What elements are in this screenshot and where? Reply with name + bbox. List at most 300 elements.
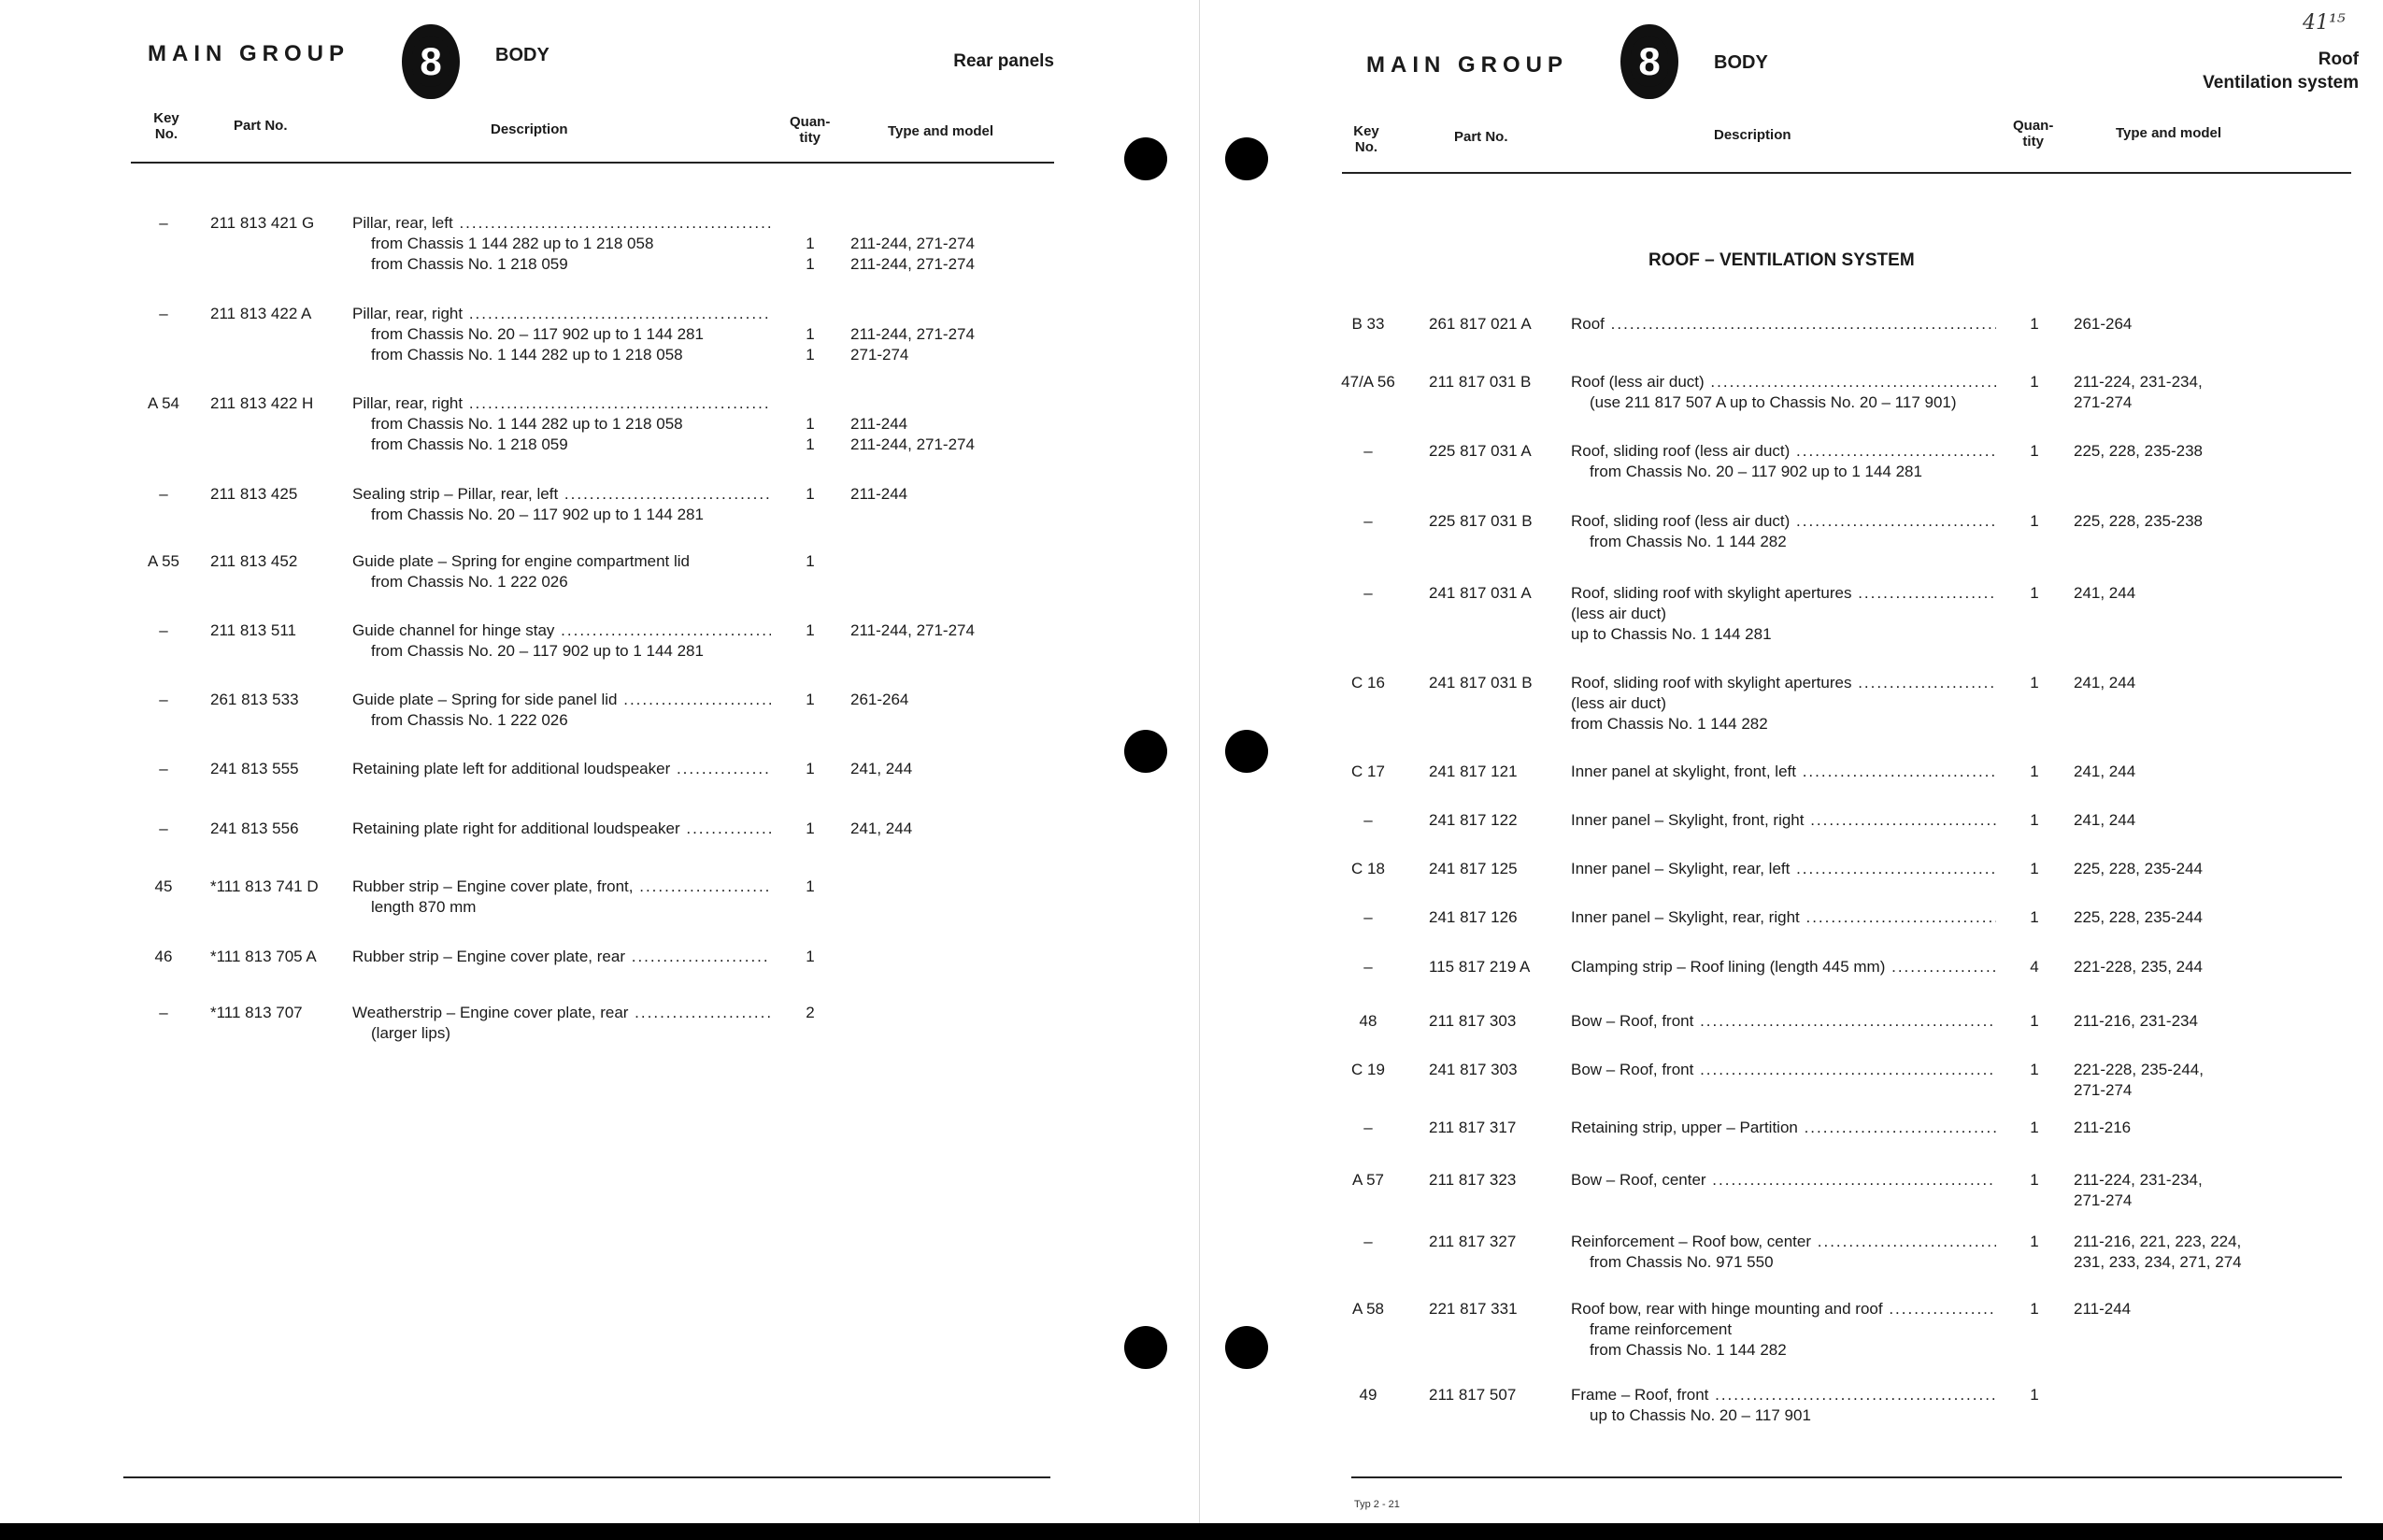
description-line: from Chassis No. 1 144 282 up to 1 218 058: [371, 415, 683, 433]
page-title: [2041, 48, 2359, 94]
quantity-value: 1: [2030, 1386, 2039, 1404]
punch-hole: [1225, 730, 1268, 773]
description-line: Roof bow, rear with hinge mounting and roof .....: [1571, 1299, 1996, 1319]
key-number: –: [159, 691, 168, 708]
description: [1571, 372, 1996, 413]
type-model-value: 225, 228, 235-238: [2074, 442, 2204, 460]
key-number: A 58: [1351, 1300, 1385, 1318]
quantity: [2020, 314, 2048, 335]
type-and-model: [850, 304, 975, 365]
footer-rule: [123, 1476, 1050, 1478]
type-and-model: [850, 484, 907, 505]
type-model-value: 211-244: [850, 485, 908, 503]
part-number: *111 813 741 D: [210, 877, 319, 895]
description-line: Roof, sliding roof (less air duct) .....: [1571, 511, 1996, 532]
type-and-model: [850, 819, 912, 839]
part-number: 241 817 303: [1429, 1061, 1518, 1078]
description: [1571, 1011, 1996, 1032]
quantity-value: 1: [2030, 763, 2039, 780]
description-line: frame reinforcement: [1590, 1320, 1733, 1338]
type-and-model: [2074, 1170, 2203, 1211]
column-header-type-model: Type and model: [2116, 125, 2222, 141]
type-model-value: 271-274: [2074, 1081, 2133, 1099]
quantity-value: 1: [2030, 811, 2039, 829]
key-number: C 17: [1351, 763, 1385, 780]
quantity-value: 4: [2030, 958, 2039, 976]
quantity: [2020, 372, 2048, 392]
quantity: [796, 1003, 824, 1023]
description-line: (less air duct): [1571, 694, 1667, 712]
type-model-value: 211-216, 231-234: [2074, 1012, 2198, 1030]
header-rule: [1342, 172, 2351, 174]
key-number: A 57: [1351, 1171, 1385, 1189]
part-number: 211 817 327: [1429, 1233, 1517, 1250]
punch-hole: [1225, 137, 1268, 180]
quantity: [796, 393, 824, 455]
part-number: 211 817 317: [1429, 1119, 1517, 1136]
quantity-value: 1: [806, 255, 815, 273]
quantity: [2020, 1232, 2048, 1252]
part-number: 221 817 331: [1429, 1300, 1518, 1318]
key-number: –: [159, 760, 168, 777]
description-line: from Chassis No. 1 144 282: [1571, 715, 1768, 733]
quantity: [2020, 1011, 2048, 1032]
type-and-model: [850, 759, 912, 779]
key-number: –: [1363, 512, 1373, 530]
column-header-key: Key No.: [153, 110, 179, 142]
type-model-value: 271-274: [850, 346, 909, 364]
group-number-badge: [402, 24, 460, 99]
key-number: 46: [154, 948, 173, 965]
type-and-model: [2074, 1011, 2198, 1032]
type-and-model: [2074, 583, 2135, 604]
type-and-model: [2074, 762, 2135, 782]
key-number: –: [159, 214, 168, 232]
part-number: *111 813 707: [210, 1004, 303, 1021]
type-and-model: [2074, 441, 2203, 462]
header-rule: [131, 162, 1054, 164]
part-number: 225 817 031 A: [1429, 442, 1532, 460]
type-model-value: 261-264: [850, 691, 909, 708]
part-number: *111 813 705 A: [210, 948, 317, 965]
description-line: length 870 mm: [371, 898, 477, 916]
description: [352, 819, 771, 839]
description-line: from Chassis No. 20 – 117 902 up to 1 144 281: [1590, 463, 1922, 480]
column-header-description: Description: [1714, 127, 1791, 143]
column-header-key: Key No.: [1353, 123, 1379, 155]
description: [352, 690, 771, 731]
description-line: from Chassis No. 20 – 117 902 up to 1 144 281: [371, 325, 704, 343]
description-line: up to Chassis No. 20 – 117 901: [1590, 1406, 1811, 1424]
type-model-value: 211-244: [850, 415, 908, 433]
quantity-value: 1: [806, 552, 815, 570]
type-model-value: [850, 393, 975, 414]
type-model-value: 211-244, 271-274: [850, 621, 975, 639]
type-model-value: 241, 244: [2074, 584, 2136, 602]
description: [1571, 1232, 1996, 1273]
type-and-model: [2074, 1118, 2131, 1138]
punch-hole: [1225, 1326, 1268, 1369]
description-line: Rubber strip – Engine cover plate, rear .....: [352, 947, 771, 967]
quantity-value: 1: [806, 235, 815, 252]
quantity-value: 1: [2030, 1119, 2039, 1136]
type-model-value: 261-264: [2074, 315, 2133, 333]
key-number: –: [1363, 958, 1373, 976]
part-number: 241 817 031 B: [1429, 674, 1533, 692]
description-line: Frame – Roof, front .....: [1571, 1385, 1996, 1405]
quantity-value: 1: [2030, 442, 2039, 460]
type-model-value: 241, 244: [850, 820, 913, 837]
main-group-label: MAIN GROUP: [148, 41, 350, 66]
description-line: from Chassis No. 1 144 282: [1590, 1341, 1787, 1359]
footer-rule: [1351, 1476, 2342, 1478]
part-number: 211 813 422 H: [210, 394, 314, 412]
quantity-value: 1: [2030, 584, 2039, 602]
description-line: (larger lips): [371, 1024, 451, 1042]
part-number: 211 813 421 G: [210, 214, 315, 232]
description-line: Inner panel at skylight, front, left .....: [1571, 762, 1996, 782]
key-number: –: [1363, 584, 1373, 602]
column-header-quantity: Quan- tity: [2013, 118, 2054, 150]
description: [352, 304, 771, 365]
scan-bottom-edge: [0, 1523, 2383, 1540]
quantity: [2020, 1385, 2048, 1405]
group-number-badge: [1620, 24, 1678, 99]
quantity: [796, 877, 824, 897]
quantity: [796, 759, 824, 779]
quantity: [2020, 511, 2048, 532]
type-model-value: 225, 228, 235-244: [2074, 908, 2204, 926]
description: [352, 484, 771, 525]
description-line: Rubber strip – Engine cover plate, front, .....: [352, 877, 771, 897]
type-and-model: [2074, 314, 2132, 335]
key-number: 48: [1359, 1012, 1377, 1030]
quantity-value: 1: [2030, 674, 2039, 692]
column-header-part: Part No.: [234, 118, 288, 134]
quantity-value: [796, 304, 824, 324]
description-line: from Chassis No. 1 218 059: [371, 255, 568, 273]
quantity-value: 1: [806, 415, 815, 433]
description: [1571, 511, 1996, 552]
main-group-label: MAIN GROUP: [1366, 52, 1568, 78]
description-line: from Chassis No. 20 – 117 902 up to 1 144 281: [371, 506, 704, 523]
part-number: 241 813 555: [210, 760, 299, 777]
key-number: 45: [154, 877, 173, 895]
type-and-model: [850, 213, 975, 275]
description: [352, 393, 771, 455]
part-number: 115 817 219 A: [1429, 958, 1531, 976]
description-line: Weatherstrip – Engine cover plate, rear .....: [352, 1003, 771, 1023]
type-model-value: 271-274: [2074, 393, 2133, 411]
part-number: 211 813 452: [210, 552, 298, 570]
quantity-value: [796, 213, 824, 234]
type-model-value: 225, 228, 235-238: [2074, 512, 2204, 530]
quantity-value: 1: [2030, 1171, 2039, 1189]
quantity: [2020, 762, 2048, 782]
quantity-value: 1: [806, 485, 815, 503]
quantity-value: 1: [2030, 860, 2039, 877]
quantity-value: 1: [806, 760, 815, 777]
key-number: –: [159, 621, 168, 639]
description-line: Inner panel – Skylight, front, right .....: [1571, 810, 1996, 831]
description-line: Bow – Roof, center .....: [1571, 1170, 1996, 1191]
right-page: [1199, 0, 2383, 1523]
description: [352, 877, 771, 918]
type-and-model: [2074, 1060, 2204, 1101]
quantity: [2020, 583, 2048, 604]
part-number: 211 813 422 A: [210, 305, 312, 322]
key-number: C 16: [1351, 674, 1385, 692]
description: [1571, 810, 1996, 831]
key-number: C 18: [1351, 860, 1385, 877]
type-and-model: [2074, 907, 2203, 928]
quantity: [2020, 1060, 2048, 1080]
group-number: 8: [1631, 36, 1668, 87]
part-number: 261 813 533: [210, 691, 299, 708]
description: [1571, 1299, 1996, 1361]
type-and-model: [850, 393, 975, 455]
description-line: Roof .....: [1571, 314, 1996, 335]
type-model-value: 211-216: [2074, 1119, 2132, 1136]
quantity: [796, 551, 824, 572]
type-and-model: [850, 690, 908, 710]
description-line: Roof, sliding roof (less air duct) .....: [1571, 441, 1996, 462]
description: [352, 947, 771, 967]
type-model-value: 211-224, 231-234,: [2074, 373, 2203, 391]
description-line: Roof (less air duct) .....: [1571, 372, 1996, 392]
quantity-value: 1: [2030, 908, 2039, 926]
quantity: [796, 304, 824, 365]
quantity-value: 1: [2030, 1300, 2039, 1318]
quantity: [796, 484, 824, 505]
quantity-value: 1: [806, 435, 815, 453]
quantity-value: 1: [2030, 1061, 2039, 1078]
key-number: –: [159, 485, 168, 503]
type-and-model: [2074, 372, 2203, 413]
description: [1571, 1170, 1996, 1191]
part-number: 211 817 303: [1429, 1012, 1517, 1030]
quantity-value: 1: [806, 820, 815, 837]
quantity: [796, 620, 824, 641]
type-model-value: 211-224, 231-234,: [2074, 1171, 2203, 1189]
section-name: BODY: [1714, 52, 1768, 73]
description-line: Clamping strip – Roof lining (length 445 mm) .....: [1571, 957, 1996, 977]
quantity: [2020, 810, 2048, 831]
part-number: 241 817 126: [1429, 908, 1518, 926]
punch-hole: [1124, 137, 1167, 180]
key-number: C 19: [1351, 1061, 1385, 1078]
description-line: Retaining plate left for additional loudspeaker .....: [352, 759, 771, 779]
description-line: Pillar, rear, right .....: [352, 393, 771, 414]
description: [1571, 907, 1996, 928]
type-and-model: [2074, 673, 2135, 693]
description-line: Pillar, rear, right .....: [352, 304, 771, 324]
page-title: Rear panels: [953, 51, 1054, 71]
description-line: (use 211 817 507 A up to Chassis No. 20 – 117 901): [1590, 393, 1957, 411]
quantity-value: 1: [806, 346, 815, 364]
key-number: –: [159, 820, 168, 837]
description-line: Bow – Roof, front .....: [1571, 1060, 1996, 1080]
description: [1571, 859, 1996, 879]
description-line: Roof, sliding roof with skylight apertures .....: [1571, 673, 1996, 693]
description-line: up to Chassis No. 1 144 281: [1571, 625, 1772, 643]
description: [1571, 1118, 1996, 1138]
description-line: from Chassis No. 1 218 059: [371, 435, 568, 453]
column-header-type-model: Type and model: [888, 123, 994, 139]
type-and-model: [2074, 810, 2135, 831]
column-header-part: Part No.: [1454, 129, 1508, 145]
type-model-value: 211-244, 271-274: [850, 435, 975, 453]
quantity: [796, 690, 824, 710]
type-and-model: [850, 620, 975, 641]
description-line: Pillar, rear, left .....: [352, 213, 771, 234]
description-line: from Chassis No. 1 144 282 up to 1 218 058: [371, 346, 683, 364]
description-line: Roof, sliding roof with skylight apertures .....: [1571, 583, 1996, 604]
description: [1571, 957, 1996, 977]
description: [1571, 583, 1996, 645]
key-number: –: [1363, 442, 1373, 460]
key-number: 47/A 56: [1341, 373, 1395, 391]
type-model-value: 211-244: [2074, 1300, 2132, 1318]
quantity: [796, 819, 824, 839]
quantity-value: 1: [2030, 1012, 2039, 1030]
type-and-model: [2074, 859, 2203, 879]
part-number: 211 813 511: [210, 621, 297, 639]
description-line: Guide plate – Spring for engine compartment lid: [352, 552, 690, 570]
quantity: [2020, 907, 2048, 928]
page-title-line2: Ventilation system: [2203, 73, 2359, 93]
part-number: 211 817 507: [1429, 1386, 1517, 1404]
type-and-model: [2074, 511, 2203, 532]
type-model-value: 211-244, 271-274: [850, 255, 975, 273]
quantity: [2020, 957, 2048, 977]
quantity-value: 1: [2030, 1233, 2039, 1250]
type-and-model: [2074, 1232, 2242, 1273]
type-model-value: 231, 233, 234, 271, 274: [2074, 1253, 2242, 1271]
type-model-value: 241, 244: [850, 760, 913, 777]
type-model-value: 211-244, 271-274: [850, 235, 975, 252]
key-number: B 33: [1351, 315, 1385, 333]
description-line: Inner panel – Skylight, rear, left .....: [1571, 859, 1996, 879]
type-model-value: [850, 213, 975, 234]
key-number: –: [1363, 811, 1373, 829]
quantity: [2020, 1170, 2048, 1191]
description-line: Guide plate – Spring for side panel lid .....: [352, 690, 771, 710]
footer-code: Typ 2 - 21: [1354, 1499, 1400, 1510]
description-line: Inner panel – Skylight, rear, right .....: [1571, 907, 1996, 928]
section-name: BODY: [495, 45, 549, 65]
description-line: from Chassis No. 20 – 117 902 up to 1 144 281: [371, 642, 704, 660]
quantity: [796, 213, 824, 275]
key-number: A 55: [147, 552, 180, 570]
part-number: 241 817 125: [1429, 860, 1518, 877]
description-line: Retaining strip, upper – Partition .....: [1571, 1118, 1996, 1138]
punch-hole: [1124, 1326, 1167, 1369]
part-number: 241 813 556: [210, 820, 299, 837]
quantity-value: [796, 393, 824, 414]
part-number: 211 813 425: [210, 485, 298, 503]
part-number: 241 817 121: [1429, 763, 1518, 780]
description: [1571, 673, 1996, 734]
key-number: –: [1363, 1233, 1373, 1250]
quantity: [2020, 441, 2048, 462]
description-line: Reinforcement – Roof bow, center .....: [1571, 1232, 1996, 1252]
description-line: Retaining plate right for additional loudspeaker .....: [352, 819, 771, 839]
punch-hole: [1124, 730, 1167, 773]
column-header-description: Description: [491, 121, 568, 137]
type-and-model: [2074, 1299, 2131, 1319]
quantity-value: 1: [806, 621, 815, 639]
part-number: 225 817 031 B: [1429, 512, 1533, 530]
type-model-value: 225, 228, 235-244: [2074, 860, 2204, 877]
part-number: 241 817 031 A: [1429, 584, 1532, 602]
type-and-model: [2074, 957, 2203, 977]
key-number: –: [159, 305, 168, 322]
type-model-value: 211-216, 221, 223, 224,: [2074, 1233, 2242, 1250]
type-model-value: 271-274: [2074, 1191, 2133, 1209]
part-number: 211 817 031 B: [1429, 373, 1532, 391]
key-number: 49: [1359, 1386, 1377, 1404]
quantity: [2020, 1118, 2048, 1138]
handwritten-page-note: 41¹⁵: [2303, 11, 2346, 35]
quantity-value: 1: [806, 877, 815, 895]
description: [1571, 1385, 1996, 1426]
quantity-value: 1: [806, 948, 815, 965]
type-model-value: 221-228, 235, 244: [2074, 958, 2204, 976]
part-number: 261 817 021 A: [1429, 315, 1532, 333]
description: [352, 620, 771, 662]
quantity-value: 1: [2030, 315, 2039, 333]
description: [352, 551, 771, 592]
quantity-value: 1: [2030, 373, 2039, 391]
description-line: from Chassis No. 1 144 282: [1590, 533, 1787, 550]
part-number: 211 817 323: [1429, 1171, 1517, 1189]
group-number: 8: [412, 36, 449, 87]
description-line: from Chassis No. 1 222 026: [371, 711, 568, 729]
quantity-value: 1: [806, 325, 815, 343]
key-number: –: [159, 1004, 168, 1021]
description: [352, 759, 771, 779]
description-line: Guide channel for hinge stay .....: [352, 620, 771, 641]
type-model-value: 241, 244: [2074, 674, 2136, 692]
description: [1571, 441, 1996, 482]
type-model-value: 241, 244: [2074, 811, 2136, 829]
left-page: [0, 0, 1199, 1523]
type-model-value: [850, 304, 975, 324]
description-line: Sealing strip – Pillar, rear, left .....: [352, 484, 771, 505]
key-number: –: [1363, 908, 1373, 926]
description: [352, 213, 771, 275]
quantity: [796, 947, 824, 967]
description-line: from Chassis No. 971 550: [1590, 1253, 1774, 1271]
quantity-value: 1: [2030, 512, 2039, 530]
type-model-value: 211-244, 271-274: [850, 325, 975, 343]
column-header-quantity: Quan- tity: [790, 114, 831, 146]
description: [1571, 1060, 1996, 1080]
type-model-value: 241, 244: [2074, 763, 2136, 780]
quantity: [2020, 673, 2048, 693]
description-line: Bow – Roof, front .....: [1571, 1011, 1996, 1032]
quantity: [2020, 859, 2048, 879]
key-number: –: [1363, 1119, 1373, 1136]
description: [352, 1003, 771, 1044]
part-number: 241 817 122: [1429, 811, 1518, 829]
description-line: from Chassis 1 144 282 up to 1 218 058: [371, 235, 654, 252]
quantity-value: 2: [806, 1004, 815, 1021]
quantity-value: 1: [806, 691, 815, 708]
description: [1571, 314, 1996, 335]
section-heading: ROOF – VENTILATION SYSTEM: [1648, 250, 1915, 270]
